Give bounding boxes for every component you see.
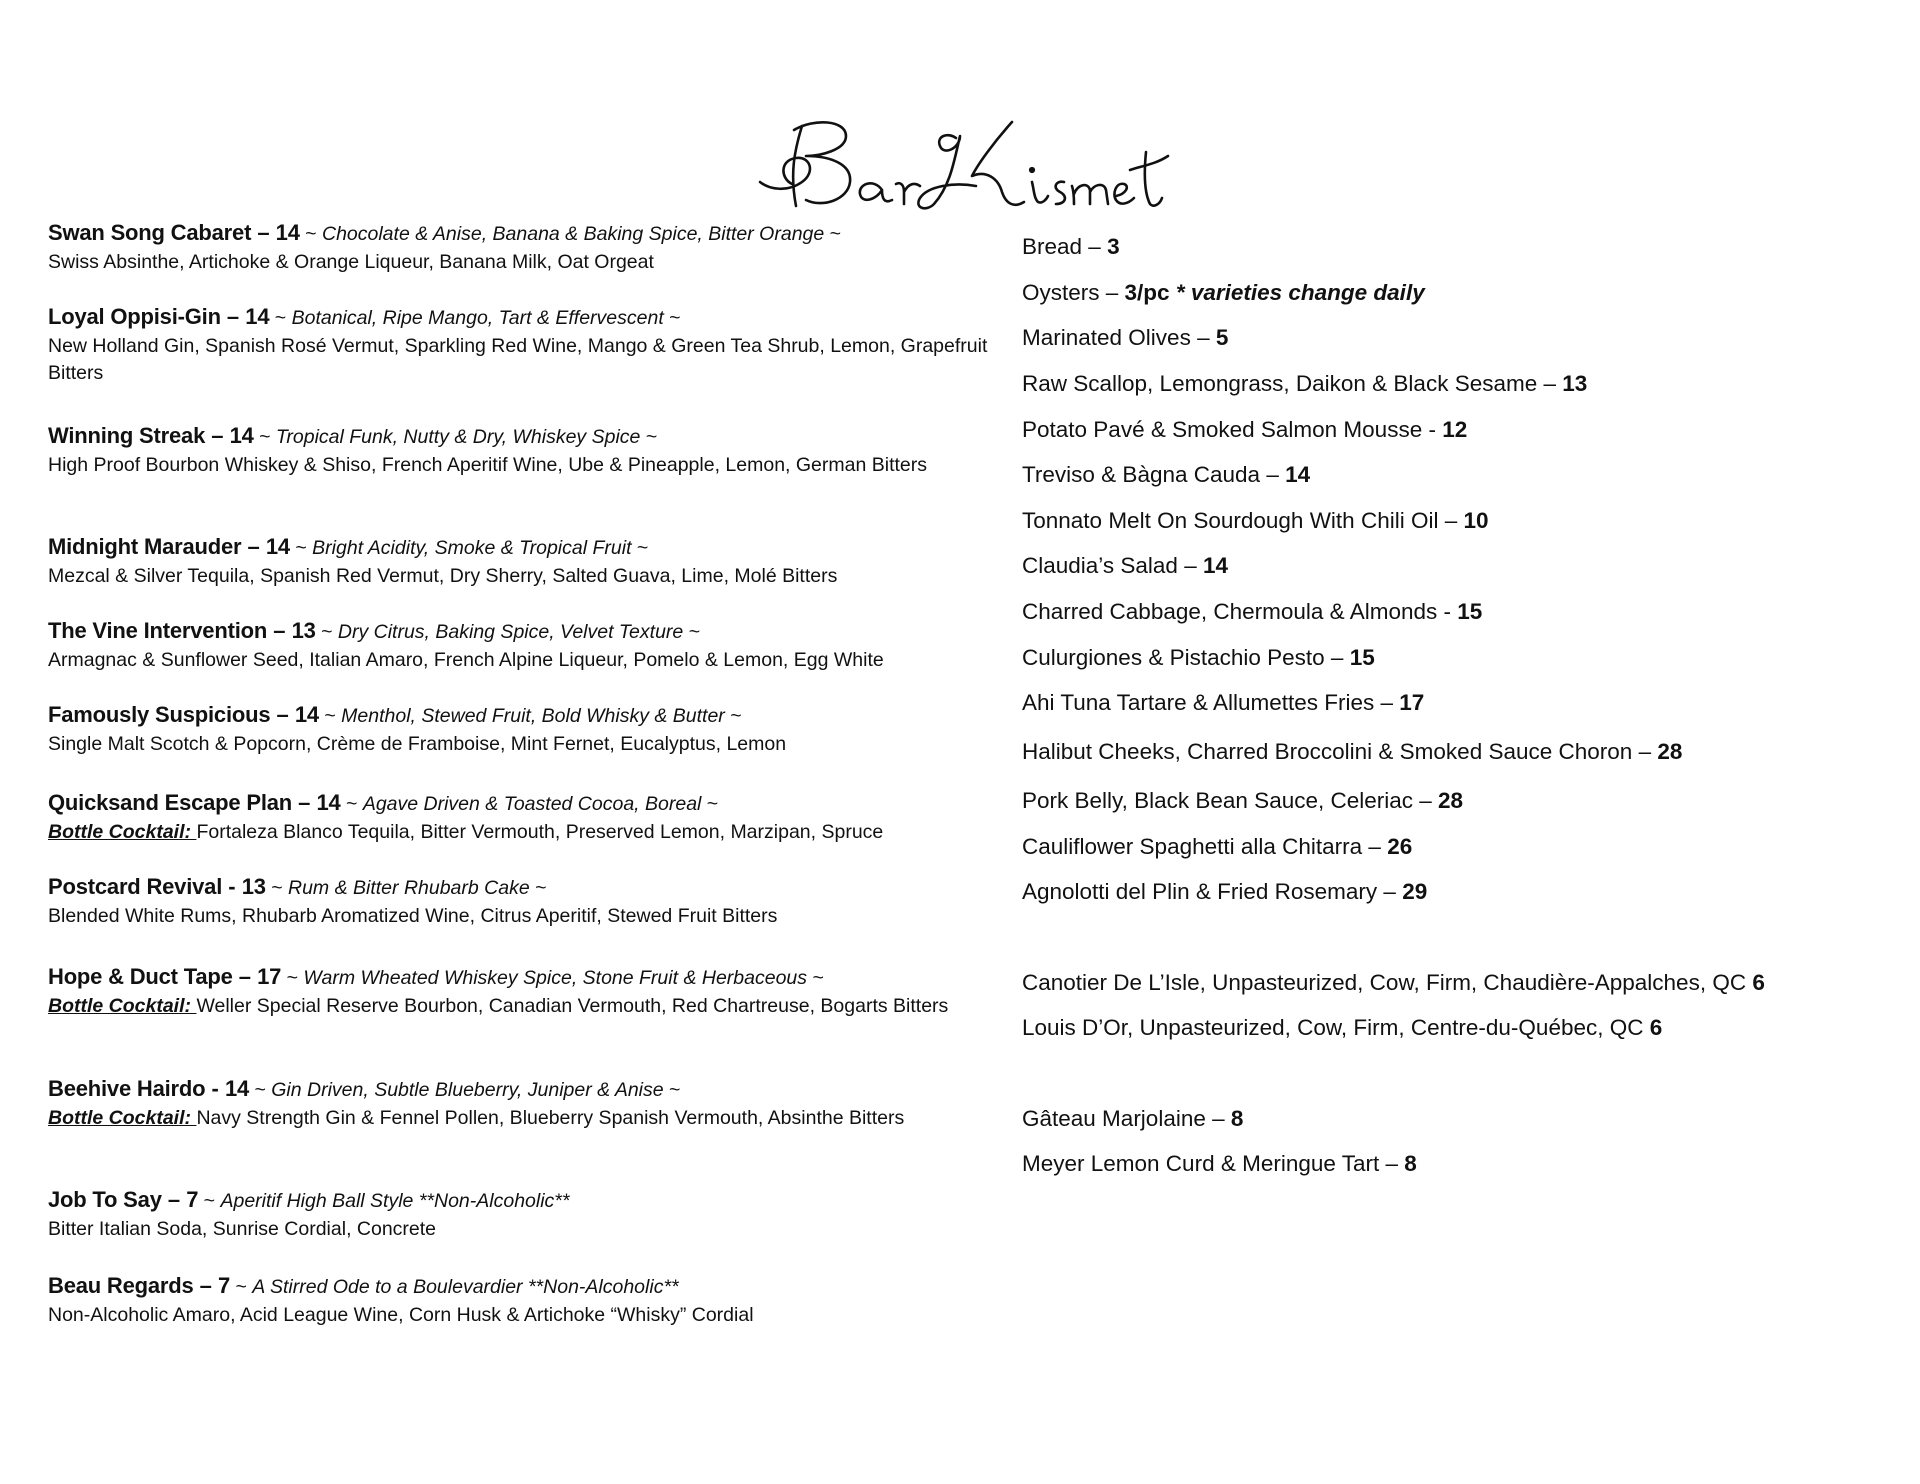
cocktail-ingredients-line: [48, 333, 1018, 388]
cocktail-price: 14: [294, 702, 319, 727]
flavor-close-tilde: ~: [829, 223, 842, 245]
food-price-separator: –: [1324, 645, 1350, 670]
flavor-close-tilde: ~: [706, 793, 719, 815]
food-item: [1022, 278, 1425, 308]
food-price: 6: [1649, 1015, 1663, 1040]
cocktail-price-separator: –: [220, 304, 246, 329]
cocktail-ingredients: Non-Alcoholic Amaro, Acid League Wine, Corn Husk & Artichoke “Whisky” Cordial: [48, 1303, 754, 1326]
cocktail-flavor: Agave Driven & Toasted Cocoa, Boreal: [362, 793, 702, 815]
flavor-close-tilde: ~: [669, 1079, 681, 1101]
food-item: [1022, 323, 1228, 353]
food-price: 10: [1463, 508, 1489, 533]
food-item: [1022, 1104, 1243, 1134]
bottle-cocktail-label: Bottle Cocktail:: [48, 1106, 197, 1129]
cocktail-flavor: Botanical, Ripe Mango, Tart & Effervescent: [291, 307, 664, 329]
cocktail-price: 14: [229, 423, 254, 448]
food-name: Halibut Cheeks, Charred Broccolini & Smoked Sauce Choron: [1022, 739, 1633, 764]
flavor-open-tilde: ~: [324, 705, 336, 727]
cocktail-ingredients-line: [48, 452, 1018, 480]
food-item: [1022, 832, 1412, 862]
food-item: [1022, 551, 1228, 581]
food-price: 17: [1399, 690, 1425, 715]
bottle-cocktail-label: Bottle Cocktail:: [48, 820, 197, 843]
cocktail-flavor: Rum & Bitter Rhubarb Cake: [288, 877, 530, 899]
flavor-close-tilde: ~: [730, 705, 742, 727]
flavor-open-tilde: ~: [305, 223, 317, 245]
flavor-open-tilde: ~: [346, 793, 358, 815]
cocktail-price-separator: –: [251, 220, 276, 245]
food-name: Meyer Lemon Curd & Meringue Tart: [1022, 1151, 1380, 1176]
cocktail-flavor: Dry Citrus, Baking Spice, Velvet Texture: [337, 621, 684, 643]
cocktail-name: Loyal Oppisi-Gin: [48, 304, 221, 329]
flavor-open-tilde: ~: [295, 537, 307, 559]
food-name: Agnolotti del Plin & Fried Rosemary: [1022, 879, 1378, 904]
food-name: Louis D’Or, Unpasteurized, Cow, Firm, Centre-du-Québec, QC: [1022, 1015, 1644, 1040]
cocktail-item: [48, 873, 1018, 930]
food-price-separator: –: [1632, 739, 1658, 764]
food-price-separator: -: [1437, 599, 1458, 624]
cocktail-price: 14: [224, 1076, 250, 1101]
food-item: [1022, 415, 1467, 445]
cocktail-ingredients: Single Malt Scotch & Popcorn, Crème de Framboise, Mint Fernet, Eucalyptus, Lemon: [48, 732, 787, 755]
food-name: Canotier De L’Isle, Unpasteurized, Cow, Firm, Chaudière-Appalches, QC: [1022, 970, 1747, 995]
flavor-open-tilde: ~: [286, 967, 298, 989]
cocktail-ingredients: Navy Strength Gin & Fennel Pollen, Blueberry Spanish Vermouth, Absinthe Bitters: [196, 1106, 905, 1129]
food-price-separator: –: [1379, 1151, 1405, 1176]
food-item: [1022, 877, 1427, 907]
food-item: [1022, 688, 1424, 718]
flavor-close-tilde: ~: [535, 877, 547, 899]
food-item: [1022, 506, 1489, 536]
food-price: 29: [1402, 879, 1428, 904]
food-item: [1022, 1149, 1417, 1179]
food-name: Pork Belly, Black Bean Sauce, Celeriac: [1022, 788, 1414, 813]
cocktail-item: [48, 789, 1018, 846]
food-price-separator: –: [1362, 834, 1388, 859]
cocktail-item: [48, 963, 1018, 1020]
food-item: [1022, 643, 1375, 673]
cocktail-ingredients-line: [48, 1216, 1018, 1244]
cocktail-item: [48, 1075, 1018, 1132]
cocktail-price: 17: [257, 964, 282, 989]
cocktail-ingredients: Armagnac & Sunflower Seed, Italian Amaro, French Alpine Liqueur, Pomelo & Lemon, Egg White: [48, 648, 884, 671]
cocktail-item: [48, 219, 1018, 276]
flavor-close-tilde: ~: [688, 621, 701, 643]
cocktail-item: [48, 701, 1018, 758]
bar-kismet-logo: [750, 112, 1170, 222]
cocktail-ingredients: Weller Special Reserve Bourbon, Canadian Vermouth, Red Chartreuse, Bogarts Bitters: [196, 994, 949, 1017]
food-name: Charred Cabbage, Chermoula & Almonds: [1022, 599, 1438, 624]
food-name: Claudia’s Salad: [1022, 553, 1178, 578]
food-price-separator: –: [1377, 879, 1403, 904]
cocktail-flavor: A Stirred Ode to a Boulevardier **Non-Alcoholic**: [252, 1276, 679, 1298]
flavor-close-tilde: ~: [812, 967, 824, 989]
flavor-close-tilde: ~: [636, 537, 649, 559]
flavor-open-tilde: ~: [271, 877, 283, 899]
food-name: Oysters: [1022, 280, 1100, 305]
cocktail-price: 7: [186, 1187, 199, 1212]
cocktail-item: [48, 533, 1018, 590]
food-price: 6: [1752, 970, 1765, 995]
food-price: 8: [1230, 1106, 1244, 1131]
cocktail-name: Swan Song Cabaret: [48, 220, 252, 245]
food-price: 28: [1438, 788, 1464, 813]
script-logo-graphic: [750, 112, 1170, 222]
food-name: Treviso & Bàgna Cauda: [1022, 462, 1261, 487]
cocktail-ingredients-line: [48, 903, 1018, 931]
cocktail-flavor: Chocolate & Anise, Banana & Baking Spice, Bitter Orange: [321, 223, 825, 245]
cocktail-ingredients: New Holland Gin, Spanish Rosé Vermut, Sparkling Red Wine, Mango & Green Tea Shrub, Lemon, Grapefruit Bitters: [48, 334, 988, 384]
food-price: 14: [1285, 462, 1311, 487]
food-price: 14: [1202, 553, 1229, 578]
food-price-separator: –: [1413, 788, 1439, 813]
food-price: 3/pc: [1124, 280, 1170, 305]
cocktail-flavor: Aperitif High Ball Style **Non-Alcoholic**: [220, 1190, 570, 1212]
cocktail-price-separator: –: [241, 534, 266, 559]
cocktail-ingredients-line: [48, 819, 1018, 847]
cocktail-ingredients: Mezcal & Silver Tequila, Spanish Red Vermut, Dry Sherry, Salted Guava, Lime, Molé Bitters: [48, 564, 838, 587]
food-price-separator: –: [1082, 234, 1108, 259]
food-item: [1022, 460, 1310, 490]
cocktail-name: Famously Suspicious: [48, 702, 271, 727]
food-name: Cauliflower Spaghetti alla Chitarra: [1022, 834, 1363, 859]
cocktail-price-separator: -: [222, 874, 242, 899]
food-name: Potato Pavé & Smoked Salmon Mousse: [1022, 417, 1423, 442]
food-name: Tonnato Melt On Sourdough With Chili Oil: [1022, 508, 1439, 533]
food-name: Marinated Olives: [1022, 325, 1191, 350]
cocktail-flavor: Gin Driven, Subtle Blueberry, Juniper & Anise: [271, 1079, 664, 1101]
cocktail-name: Midnight Marauder: [48, 534, 242, 559]
cocktail-price: 13: [241, 874, 266, 899]
flavor-close-tilde: ~: [669, 307, 681, 329]
cocktail-price: 14: [245, 304, 270, 329]
cocktail-ingredients-line: [48, 993, 1018, 1021]
food-name: Ahi Tuna Tartare & Allumettes Fries: [1022, 690, 1375, 715]
cocktail-price-separator: –: [292, 790, 317, 815]
food-item: [1022, 786, 1463, 816]
cocktail-ingredients-line: [48, 1302, 1018, 1330]
food-item: [1022, 369, 1587, 399]
cocktail-name: Winning Streak: [48, 423, 206, 448]
food-price-separator: –: [1205, 1106, 1231, 1131]
cocktail-price-separator: –: [193, 1273, 219, 1298]
cocktail-name: The Vine Intervention: [48, 618, 268, 643]
cocktail-name: Beau Regards: [48, 1273, 194, 1298]
cocktail-price: 13: [291, 618, 316, 643]
cocktail-ingredients: Fortaleza Blanco Tequila, Bitter Vermouth, Preserved Lemon, Marzipan, Spruce: [196, 820, 884, 843]
food-item: [1022, 597, 1482, 627]
food-item: [1022, 737, 1682, 767]
food-price: 5: [1215, 325, 1229, 350]
food-price: 15: [1457, 599, 1483, 624]
flavor-open-tilde: ~: [203, 1190, 216, 1212]
cocktail-flavor: Bright Acidity, Smoke & Tropical Fruit: [312, 537, 632, 559]
food-price-separator: –: [1438, 508, 1464, 533]
food-price-separator: –: [1099, 280, 1125, 305]
cocktail-name: Quicksand Escape Plan: [48, 790, 293, 815]
cocktail-name: Job To Say: [48, 1187, 162, 1212]
food-price: 3: [1107, 234, 1120, 259]
cocktail-price-separator: –: [267, 618, 292, 643]
cocktail-ingredients-line: [48, 1105, 1018, 1133]
cocktail-name: Beehive Hairdo: [48, 1076, 206, 1101]
flavor-open-tilde: ~: [235, 1276, 247, 1298]
food-price-separator: –: [1260, 462, 1286, 487]
flavor-open-tilde: ~: [259, 426, 271, 448]
cocktail-item: [48, 1186, 1018, 1243]
food-price: 8: [1404, 1151, 1417, 1176]
bottle-cocktail-label: Bottle Cocktail:: [48, 994, 197, 1017]
cocktail-flavor: Tropical Funk, Nutty & Dry, Whiskey Spice: [275, 426, 641, 448]
cocktail-price-separator: –: [205, 423, 230, 448]
food-price: 13: [1562, 371, 1588, 396]
flavor-open-tilde: ~: [254, 1079, 266, 1101]
food-price-separator: –: [1374, 690, 1400, 715]
cocktail-price: 14: [265, 534, 290, 559]
food-price-separator: –: [1537, 371, 1563, 396]
cocktail-price-separator: –: [232, 964, 258, 989]
cocktail-price: 14: [275, 220, 300, 245]
cocktail-item: [48, 422, 1018, 479]
cocktail-item: [48, 1272, 1018, 1329]
food-price: 28: [1657, 739, 1683, 764]
food-name: Culurgiones & Pistachio Pesto: [1022, 645, 1325, 670]
cocktail-ingredients: Bitter Italian Soda, Sunrise Cordial, Concrete: [48, 1217, 437, 1240]
cocktail-flavor: Menthol, Stewed Fruit, Bold Whisky & Butter: [341, 705, 725, 727]
food-price-separator: –: [1190, 325, 1216, 350]
cocktail-name: Hope & Duct Tape: [48, 964, 233, 989]
cocktail-ingredients: Swiss Absinthe, Artichoke & Orange Liqueur, Banana Milk, Oat Orgeat: [48, 250, 654, 273]
cocktail-ingredients-line: [48, 563, 1018, 591]
cocktail-name: Postcard Revival: [48, 874, 223, 899]
cocktail-ingredients: High Proof Bourbon Whiskey & Shiso, French Aperitif Wine, Ube & Pineapple, Lemon, German Bitters: [48, 453, 927, 476]
cocktail-item: [48, 617, 1018, 674]
food-price: 15: [1349, 645, 1375, 670]
flavor-close-tilde: ~: [645, 426, 658, 448]
cocktail-price: 14: [316, 790, 341, 815]
cocktail-ingredients-line: [48, 647, 1018, 675]
food-price-separator: –: [1177, 553, 1203, 578]
logo-text: Bar Kismet: [750, 112, 755, 113]
food-price: 12: [1442, 417, 1468, 442]
food-price-separator: -: [1422, 417, 1443, 442]
food-note: * varieties change daily: [1169, 280, 1425, 305]
cocktail-price-separator: –: [270, 702, 295, 727]
flavor-open-tilde: ~: [321, 621, 333, 643]
food-name: Gâteau Marjolaine: [1022, 1106, 1206, 1131]
food-name: Bread: [1022, 234, 1083, 259]
food-item: [1022, 232, 1120, 262]
flavor-open-tilde: ~: [274, 307, 287, 329]
cocktail-price: 7: [218, 1273, 231, 1298]
cocktail-flavor: Warm Wheated Whiskey Spice, Stone Fruit & Herbaceous: [303, 967, 808, 989]
food-price: 26: [1387, 834, 1413, 859]
cocktail-price-separator: –: [161, 1187, 187, 1212]
cocktail-ingredients-line: [48, 731, 1018, 759]
food-item: [1022, 968, 1765, 998]
cocktail-item: [48, 303, 1018, 388]
food-name: Raw Scallop, Lemongrass, Daikon & Black Sesame: [1022, 371, 1538, 396]
cocktail-ingredients: Blended White Rums, Rhubarb Aromatized Wine, Citrus Aperitif, Stewed Fruit Bitters: [48, 904, 778, 927]
food-item: [1022, 1013, 1662, 1043]
cocktail-price-separator: -: [205, 1076, 225, 1101]
cocktail-ingredients-line: [48, 249, 1018, 277]
